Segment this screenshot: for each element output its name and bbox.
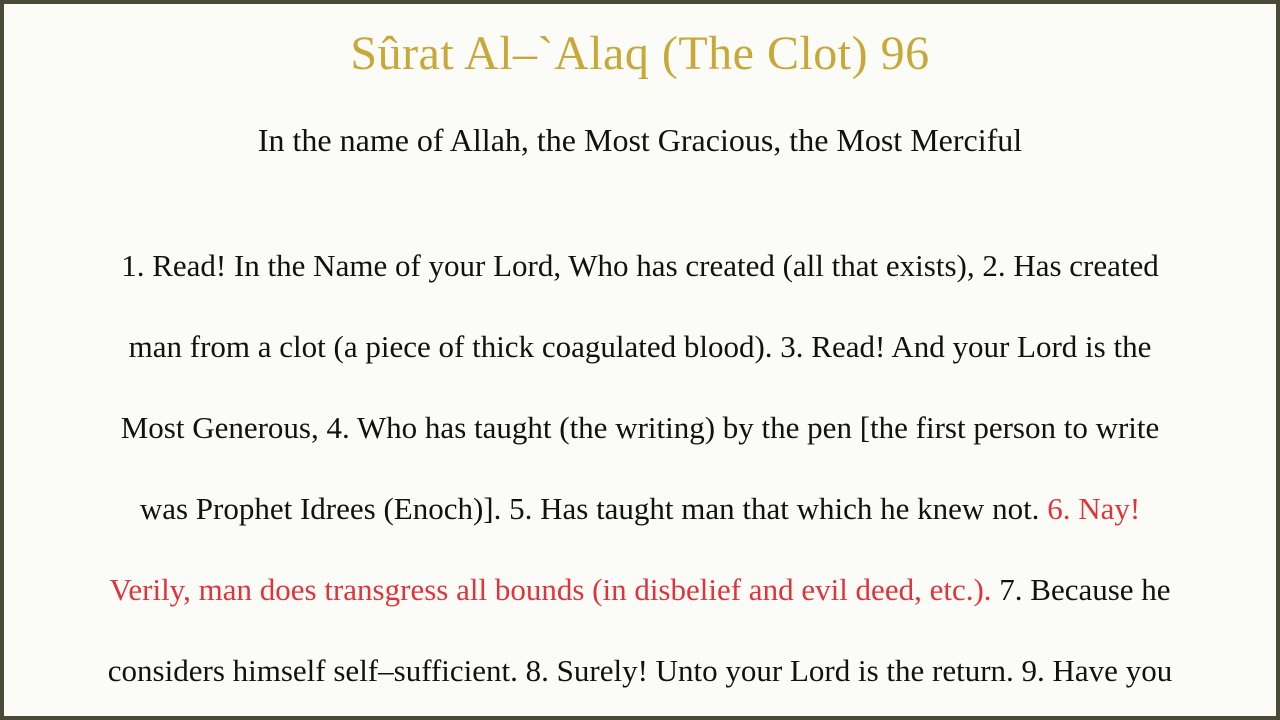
verse-line [24,468,1256,549]
basmala-line: In the name of Allah, the Most Gracious, the Most Merciful [257,122,1023,158]
verse-segment: considers himself self–sufficient. 8. Surely! Unto your Lord is the return. 9. Have you [107,653,1173,688]
verse-line [24,387,1256,468]
surah-title: Sûrat Al–`Alaq (The Clot) 96 [350,27,930,80]
verse-text-block [24,225,1256,711]
verse-segment: man from a clot (a piece of thick coagulated blood). 3. Read! And your Lord is the [128,329,1152,364]
verse-line [24,630,1256,711]
verse-segment: 7. Because he [991,572,1171,607]
verse-segment: was Prophet Idrees (Enoch)]. 5. Has taught man that which he knew not. [139,491,1048,526]
highlighted-verse-segment: Verily, man does transgress all bounds (in disbelief and evil deed, etc.). [109,572,992,607]
verse-line [24,549,1256,630]
verse-line [24,225,1256,306]
verse-line [24,306,1256,387]
highlighted-verse-segment: 6. Nay! [1047,491,1141,526]
verse-segment: Most Generous, 4. Who has taught (the writing) by the pen [the first person to write [120,410,1160,445]
verse-segment: 1. Read! In the Name of your Lord, Who has created (all that exists), 2. Has created [121,248,1159,283]
